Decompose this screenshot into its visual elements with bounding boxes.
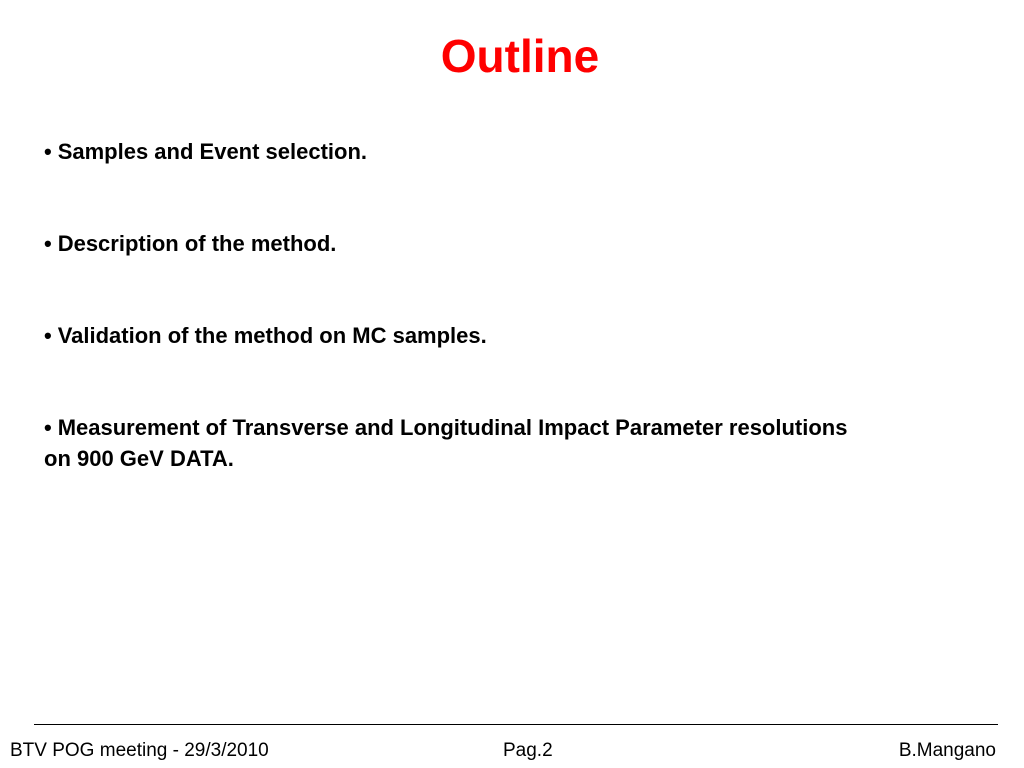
bullet-text: Measurement of Transverse and Longitudinal Impact Parameter resolutions on 900 GeV DATA. — [44, 415, 848, 471]
bullet-point-icon: • — [44, 139, 52, 164]
bullet-text: Validation of the method on MC samples. — [57, 323, 487, 348]
slide-title: Outline — [440, 30, 600, 82]
bullet-list — [44, 136, 864, 535]
footer-divider — [34, 724, 998, 725]
footer-meeting-date: BTV POG meeting - 29/3/2010 — [10, 740, 269, 761]
bullet-item — [44, 412, 864, 474]
footer-page-number: Pag.2 — [503, 740, 553, 761]
bullet-text: Description of the method. — [57, 231, 337, 256]
bullet-text: Samples and Event selection. — [57, 139, 368, 164]
bullet-point-icon: • — [44, 415, 52, 440]
bullet-item — [44, 136, 864, 167]
bullet-item — [44, 320, 864, 351]
bullet-point-icon: • — [44, 231, 52, 256]
bullet-point-icon: • — [44, 323, 52, 348]
bullet-item — [44, 228, 864, 259]
footer-author: B.Mangano — [898, 740, 996, 761]
